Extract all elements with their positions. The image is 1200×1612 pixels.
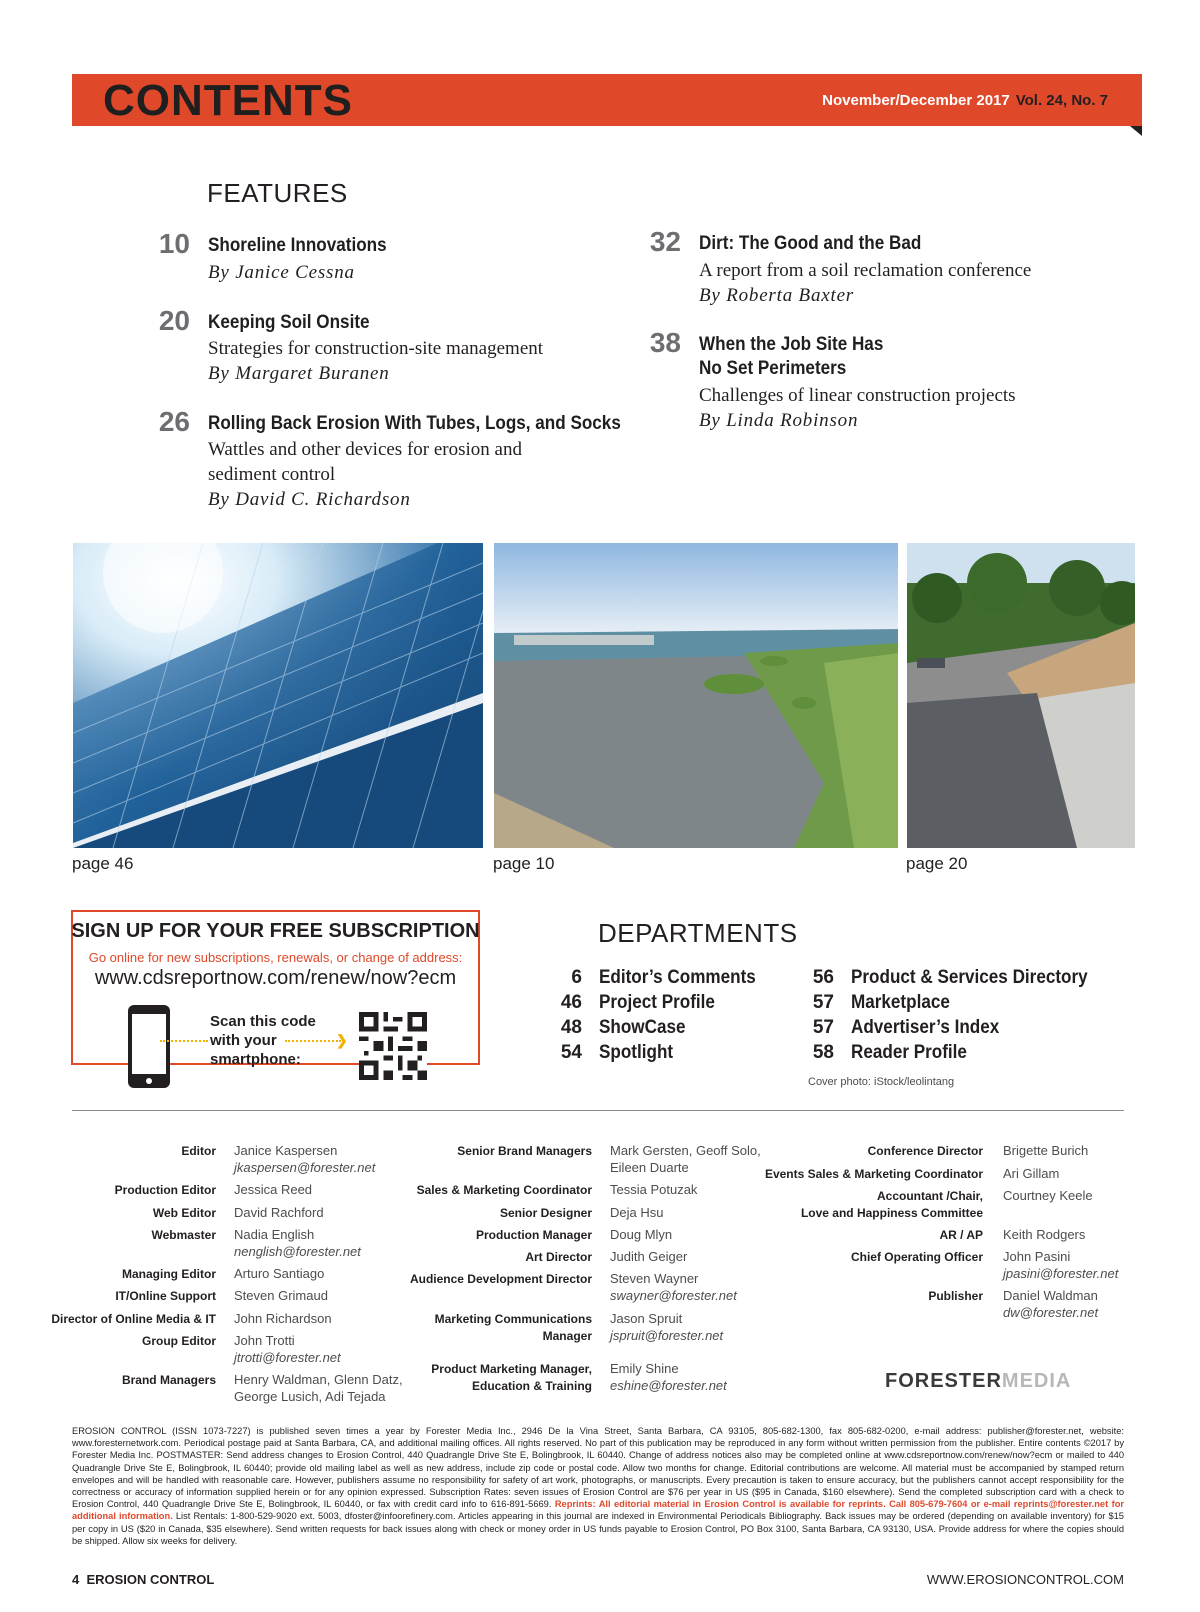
- department-item[interactable]: Product & Services Directory: [851, 967, 1088, 988]
- subscription-title-pre: SIGN UP FOR YOUR: [71, 920, 270, 942]
- subscription-url[interactable]: www.cdsreportnow.com/renew/now?ecm: [94, 967, 457, 989]
- masthead-role: Web Editor: [152, 1206, 216, 1220]
- footer-page-info: [72, 1572, 214, 1587]
- masthead-role: Education & Training: [471, 1379, 592, 1393]
- feature-page-number: 10: [158, 228, 190, 259]
- smartphone-icon: [127, 1004, 171, 1094]
- masthead-role: Senior Designer: [499, 1206, 592, 1220]
- department-item[interactable]: Advertiser’s Index: [851, 1017, 1000, 1038]
- masthead-name: John Pasini: [1003, 1249, 1071, 1264]
- legal-text: EROSION CONTROL (ISSN 1073-7227) is published seven times a year by Forester Media Inc., 2946 De la Vina Street, Santa Barbara, CA 93105, 805-682-1300, fax 805-682-0200, e-mail address: publisher@forester.net, website: www.foresternetwork.com. Periodical postage paid at Santa Barbara, CA, and additional mailing offices. All rights reserved. No part of this publication may be reproduced in any form without written permission from the publisher. Entire contents ©2017 by Forester Media Inc. POSTMASTER: Send address changes to Erosion Control, 440 Quadrangle Drive Ste E, Bolingbrook, IL 60440. Change of address notices also may be completed online at www.cdsreportnow.com/renew/now?ecm or mailed to 440 Quadrangle Drive Ste E, Bolingbrook, IL 60440; provide old mailing label as well as new address, include zip code or postal code. Allow two months for change. Editorial contributions are welcome. All material must be accompanied by stamped return envelopes and will be handled with reasonable care. However, publishers assume no responsibility for safety of art work, photographs, or manuscripts. Every precaution is taken to ensure accuracy, but the publishers cannot accept responsibility for the correctness or accuracy of information supplied herein or for any opinion expressed. Subscription Rates: seven issues of Erosion Control are $76 per year in US ($95 in Canada, $160 elsewhere). Send the completed subscription card with a check to Erosion Control, 440 Quadrangle Drive Ste E, Bolingbrook, IL 60440, or fax with credit card info to 616-891-5669.: [72, 1426, 1124, 1510]
- masthead-name: Tessia Potuzak: [610, 1182, 698, 1197]
- masthead-name: Emily Shine: [610, 1361, 679, 1376]
- masthead-role: Managing Editor: [122, 1267, 216, 1281]
- feature-description: sediment control: [208, 464, 336, 485]
- masthead-role: Art Director: [525, 1250, 592, 1264]
- arrow-icon: ❯: [336, 1032, 348, 1048]
- masthead-role: Manager: [542, 1329, 592, 1343]
- masthead-role: Chief Operating Officer: [850, 1250, 983, 1264]
- masthead-email[interactable]: jpasini@forester.net: [1003, 1266, 1119, 1281]
- issue-volume: Vol. 24, No. 7: [1015, 92, 1108, 109]
- masthead-email[interactable]: dw@forester.net: [1003, 1305, 1099, 1320]
- logo-part-forester: FORESTER: [885, 1370, 1002, 1392]
- masthead-name: Brigette Burich: [1003, 1143, 1089, 1158]
- footer-publication: EROSION CONTROL: [86, 1572, 215, 1587]
- masthead-name: John Richardson: [234, 1311, 332, 1326]
- masthead-name: Henry Waldman, Glenn Datz,: [234, 1372, 403, 1387]
- masthead-role: IT/Online Support: [115, 1289, 216, 1303]
- page-title: CONTENTS: [103, 76, 353, 125]
- masthead-role: Accountant /Chair,: [876, 1189, 983, 1203]
- photo-caption: page 10: [493, 854, 555, 873]
- masthead-name: Keith Rodgers: [1003, 1227, 1086, 1242]
- department-item[interactable]: ShowCase: [599, 1017, 686, 1038]
- masthead-name: Courtney Keele: [1003, 1188, 1093, 1203]
- department-item[interactable]: Marketplace: [851, 992, 950, 1013]
- masthead-name: Eileen Duarte: [610, 1160, 689, 1175]
- feature-description: Strategies for construction-site management: [208, 338, 544, 359]
- reprints-notice: Reprints: All editorial material in Erosion Control is available for reprints. Call 805-679-7604 or e-mail reprints@forester.net for additional information.: [72, 1499, 1124, 1522]
- legal-text: List Rentals: 1-800-529-9020 ext. 5003, dfoster@infoorefinery.com. Articles appearing in this journal are indexed in Environmental Periodicals Bibliography. Back issues may be ordered (depending on available inventory) for $15 per copy in US ($20 in Canada, $35 elsewhere). Send written requests for back issues along with check or money order in US funds payable to Erosion Control, PO Box 3100, Santa Barbara, CA 93130, USA. Provide address for where the copies should be shipped. Allow six weeks for delivery.: [72, 1511, 1124, 1546]
- department-page-number: 56: [812, 967, 834, 988]
- masthead-role: Brand Managers: [121, 1373, 216, 1387]
- footer-website[interactable]: WWW.EROSIONCONTROL.COM: [926, 1572, 1124, 1587]
- dotted-connector-left: [160, 1040, 208, 1042]
- department-page-number: 54: [560, 1042, 582, 1063]
- feature-byline: By David C. Richardson: [208, 489, 411, 510]
- department-item[interactable]: Reader Profile: [851, 1042, 967, 1063]
- masthead-name: Daniel Waldman: [1003, 1288, 1098, 1303]
- feature-title-line2[interactable]: No Set Perimeters: [699, 358, 847, 379]
- department-page-number: 48: [560, 1017, 582, 1038]
- divider: [72, 1110, 1124, 1111]
- masthead-name: John Trotti: [234, 1333, 295, 1348]
- masthead-email[interactable]: eshine@forester.net: [610, 1378, 727, 1393]
- masthead-email[interactable]: jkaspersen@forester.net: [234, 1160, 376, 1175]
- masthead-role: Sales & Marketing Coordinator: [416, 1183, 592, 1197]
- feature-description: Wattles and other devices for erosion and: [208, 439, 522, 460]
- masthead-name: Steven Grimaud: [234, 1288, 328, 1303]
- masthead-name: Jason Spruit: [610, 1311, 683, 1326]
- masthead-role: Director of Online Media & IT: [51, 1312, 216, 1326]
- masthead-role: Love and Happiness Committee: [800, 1206, 983, 1220]
- forester-media-logo: [885, 1370, 1071, 1393]
- construction-site-image: [907, 543, 1135, 848]
- masthead-name: Steven Wayner: [610, 1271, 699, 1286]
- masthead-role: Marketing Communications: [434, 1312, 592, 1326]
- masthead-role: Conference Director: [867, 1144, 983, 1158]
- masthead-role: Group Editor: [142, 1334, 216, 1348]
- masthead-email[interactable]: nenglish@forester.net: [234, 1244, 361, 1259]
- feature-title[interactable]: Dirt: The Good and the Bad: [699, 233, 922, 254]
- scan-line: smartphone:: [210, 1051, 301, 1068]
- logo-part-media: MEDIA: [1001, 1370, 1072, 1392]
- masthead-role: Editor: [181, 1144, 216, 1158]
- subscription-title: [71, 920, 480, 943]
- masthead-name: Arturo Santiago: [234, 1266, 325, 1281]
- masthead-name: Judith Geiger: [610, 1249, 688, 1264]
- masthead-role: Production Editor: [114, 1183, 216, 1197]
- department-page-number: 6: [571, 967, 582, 988]
- masthead-name: Janice Kaspersen: [234, 1143, 338, 1158]
- photo-caption: page 20: [906, 854, 968, 873]
- photo-caption: page 46: [72, 854, 134, 873]
- department-page-number: 46: [560, 992, 582, 1013]
- masthead-name: Deja Hsu: [610, 1205, 664, 1220]
- masthead-name: Nadia English: [234, 1227, 315, 1242]
- subscription-title-free: FREE: [269, 920, 323, 942]
- masthead-name: Doug Mlyn: [610, 1227, 673, 1242]
- features-heading: FEATURES: [207, 178, 348, 208]
- subscription-title-post: SUBSCRIPTION: [322, 920, 480, 942]
- masthead-name: Ari Gillam: [1003, 1166, 1060, 1181]
- masthead-role: Senior Brand Managers: [457, 1144, 592, 1158]
- masthead-role: Publisher: [928, 1289, 983, 1303]
- issue-info: [822, 92, 1108, 109]
- masthead-email[interactable]: jtrotti@forester.net: [234, 1350, 341, 1365]
- photo-aerial-shoreline[interactable]: [494, 543, 898, 848]
- feature-byline: By Margaret Buranen: [208, 363, 390, 384]
- feature-page-number: 38: [649, 327, 681, 358]
- department-page-number: 57: [812, 1017, 834, 1038]
- cover-photo-credit: Cover photo: iStock/leolintang: [808, 1076, 955, 1088]
- feature-page-number: 26: [158, 406, 190, 437]
- masthead-name: David Rachford: [234, 1205, 324, 1220]
- feature-page-number: 20: [158, 305, 190, 336]
- photo-solar-panels[interactable]: [73, 543, 483, 848]
- dotted-connector-right: [285, 1040, 341, 1042]
- issue-date: November/December 2017: [822, 92, 1010, 109]
- qr-code-icon[interactable]: [358, 1012, 428, 1085]
- masthead-email[interactable]: jspruit@forester.net: [610, 1328, 724, 1343]
- masthead-email[interactable]: swayner@forester.net: [610, 1288, 737, 1303]
- department-page-number: 58: [812, 1042, 834, 1063]
- masthead-role: Audience Development Director: [409, 1272, 592, 1286]
- aerial-shoreline-image: [494, 543, 898, 848]
- feature-byline: By Linda Robinson: [699, 410, 859, 431]
- masthead-name: Jessica Reed: [234, 1182, 313, 1197]
- scan-line: Scan this code: [210, 1013, 316, 1030]
- subscription-subtitle: Go online for new subscriptions, renewals, or change of address:: [88, 950, 463, 965]
- masthead-role: Events Sales & Marketing Coordinator: [764, 1167, 983, 1181]
- feature-title[interactable]: When the Job Site Has: [699, 334, 884, 355]
- solar-panel-image: [73, 543, 483, 848]
- feature-page-number: 32: [649, 226, 681, 257]
- scan-line: with your: [210, 1032, 277, 1049]
- publication-legal-notice: [72, 1425, 1124, 1547]
- feature-title[interactable]: Shoreline Innovations: [208, 235, 387, 256]
- department-item[interactable]: Project Profile: [599, 992, 715, 1013]
- masthead-role: AR / AP: [939, 1228, 983, 1242]
- masthead-name: Mark Gersten, Geoff Solo,: [610, 1143, 761, 1158]
- department-item[interactable]: Editor’s Comments: [599, 967, 756, 988]
- feature-byline: By Roberta Baxter: [699, 285, 854, 306]
- masthead-role: Production Manager: [475, 1228, 592, 1242]
- department-item[interactable]: Spotlight: [599, 1042, 674, 1063]
- footer-page-number: 4: [72, 1572, 80, 1587]
- masthead-name: George Lusich, Adi Tejada: [234, 1389, 386, 1404]
- header-corner-mark: [1130, 126, 1142, 136]
- feature-title[interactable]: Rolling Back Erosion With Tubes, Logs, and Socks: [208, 413, 621, 434]
- feature-title[interactable]: Keeping Soil Onsite: [208, 312, 370, 333]
- feature-description: A report from a soil reclamation conference: [699, 260, 1032, 281]
- feature-description: Challenges of linear construction projects: [699, 385, 1016, 406]
- department-page-number: 57: [812, 992, 834, 1013]
- photo-construction-site[interactable]: [907, 543, 1135, 848]
- masthead-role: Webmaster: [151, 1228, 216, 1242]
- departments-heading: DEPARTMENTS: [598, 918, 798, 948]
- feature-byline: By Janice Cessna: [208, 262, 355, 283]
- masthead-role: Product Marketing Manager,: [431, 1362, 592, 1376]
